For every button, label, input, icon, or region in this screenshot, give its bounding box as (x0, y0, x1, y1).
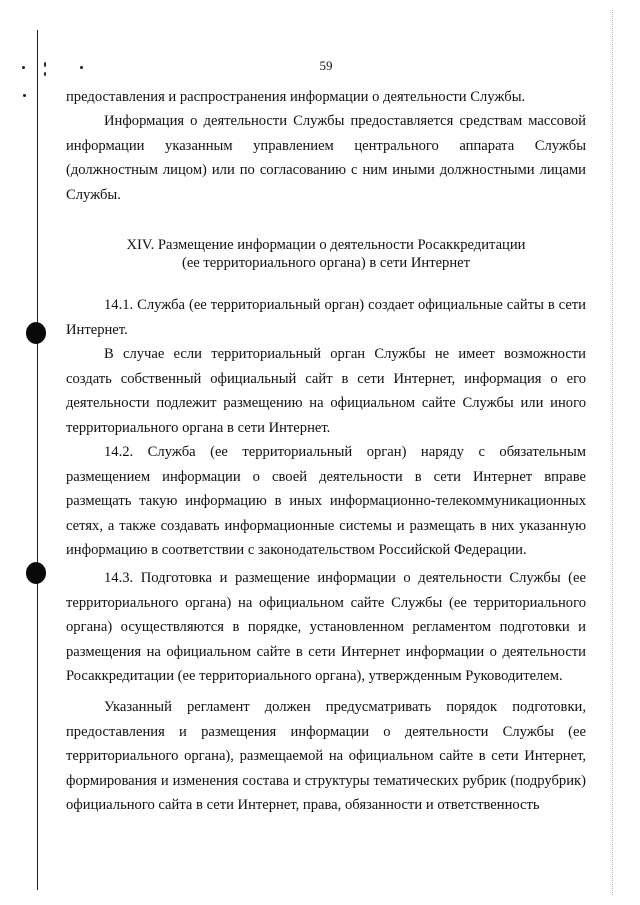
punch-hole-mark (26, 322, 46, 344)
section-heading-line: (ее территориального органа) в сети Интернет (181, 255, 471, 271)
paragraph: 14.1. Служба (ее территориальный орган) создает официальные сайты в сети Интернет. (66, 297, 586, 338)
paragraph: Указанный регламент должен предусматривать порядок подготовки, предоставления и размещения информации о деятельности Службы (ее территориального органа), размещаемой на официальном сайте в сети Интернет, формирования и изменения состава и структуры тематических рубрик (подрубрик) официального сайта в сети Интернет, права, обязанности и ответственность (66, 699, 586, 813)
scan-edge-line (612, 10, 613, 895)
paragraph: предоставления и распространения информации о деятельности Службы. (66, 89, 526, 105)
section-heading-line: XIV. Размещение информации о деятельности Росаккредитации (126, 237, 526, 253)
paragraph: 14.3. Подготовка и размещение информации о деятельности Службы (ее территориального органа) на официальном сайте Службы (ее территориального органа) осуществляются в порядке, установленном регламентом подготовки и размещения на официальном сайте в сети Интернет информации о деятельности Росаккредитации (ее территориального органа), утвержденным Руководителем. (66, 570, 586, 684)
paragraph: Информация о деятельности Службы предоставляется средствам массовой информации указанным управлением центрального аппарата Службы (должностным лицом) или по согласованию с ним иными должностными лицами Службы. (66, 113, 586, 203)
page-number: 59 (319, 58, 333, 73)
scan-speck (23, 94, 26, 97)
binding-margin-line (37, 30, 38, 890)
punch-hole-mark (26, 562, 46, 584)
section-heading (66, 236, 586, 272)
paragraph: В случае если территориальный орган Службы не имеет возможности создать собственный официальный сайт в сети Интернет, информация о его деятельности подлежит размещению на официальном сайте Службы или иного территориального органа в сети Интернет. (66, 346, 586, 436)
paragraph: 14.2. Служба (ее территориальный орган) наряду с обязательным размещением информации о своей деятельности в сети Интернет вправе размещать такую информацию в иных информационно-телекоммуникационных сетях, а также создавать информационные системы и размещать в них указанную информацию в соответствии с законодательством Российской Федерации. (66, 444, 586, 558)
